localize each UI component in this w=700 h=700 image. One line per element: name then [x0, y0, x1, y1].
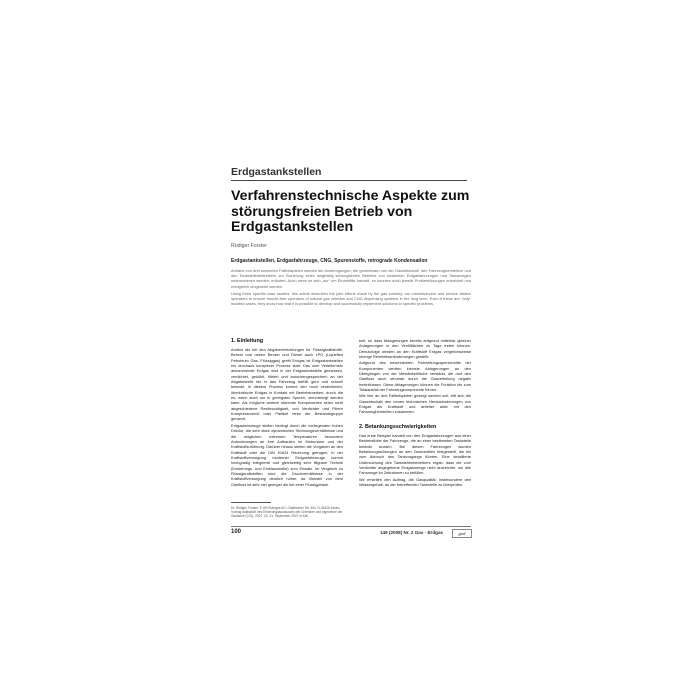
footnote: Dr. Rüdiger Forster, E.ON Ruhrgas AG, Gladbecker Str. 404, D-45326 Essen. Vortrag anlässlich des Erfahrungsaustauschs der Chemiker und Ingenieure der Gasfache (CIG), 2007, 20.-21. September 2007 in Kiel.	[231, 506, 343, 519]
article-title: Verfahrenstechnische Aspekte zum störungsfreien Betrieb von Erdgastankstellen	[231, 188, 470, 236]
body-paragraph: keit, so dass Ablagerungen bereits aufgrund mittelbar gleicher Anlagerungen in den Ventilflächen zu Tage treten können. Demzufolge werden an den Kraftstoff Erdgas vergleichsweise strenge Reinheitsanforderungen gestellt:	[359, 338, 471, 360]
journal-logo: gwf	[452, 529, 472, 538]
footer-rule	[231, 526, 471, 527]
paragraph-gap	[359, 416, 471, 424]
section-label: Erdgastankstellen	[231, 166, 322, 178]
footnote-rule	[231, 502, 271, 503]
right-column	[359, 338, 471, 488]
body-paragraph: Aufgrund des beschränkten Rohrleitungsquerschnitts der Komponenten werden kleinste Ablagerungen an den Übergängen von der Metalloberfläche verstärkt, die dort den Gasfluss auch stromab durch die Gasverteilung negativ beeinflussen. Diese Ablagerungen können die Funktion bis zum Totalausfall der Fahrzeugkomponente führen.	[359, 360, 471, 393]
section-rule	[231, 180, 467, 181]
author-name: Rüdiger Forster	[231, 243, 268, 249]
section-heading-introduction: 1. Einleitung	[231, 338, 264, 344]
abstract-german: Anhand von drei konkreten Fallbeispielen werden die Anstrengungen, die gemeinsam von der Gaswirtschaft, den Fahrzeugherstellern und den Tankstellenbetreibern zur Sicherung eines langfristig störungsfreien Betriebs von bivalenten Erdgasfahrzeugen und Tankanlagen unternommen werden, erläutert. Auch wenn es sich „nur“ um Einzelfälle handelt, so konnten doch jeweils Problemlösungen entwickelt und erfolgreich umgesetzt werden.	[231, 268, 471, 289]
page-number: 100	[231, 529, 242, 535]
keywords-line: Erdgastankstellen, Erdgasfahrzeuge, CNG, Spurenstoffe, retrograde Kondensation	[231, 258, 428, 264]
left-column	[231, 338, 343, 488]
body-paragraph: Das erste Beispiel handelt von den Erdgasfahrzeugen aus einer Betriebsflotte der Fahrzeuge, die an einer bestimmten Tankstelle betankt wurden. Bei diesen Fahrzeugen wurden Betankungsstörungen an den Tankventilen festgestellt, die bis zum Abbruch des Tankvorgangs führten. Eine detaillierte Untersuchung des Tankstellenbetreibers ergab, dass die vom Verdichter abgegebene Erdgasmenge nicht ausreichte, um alle Fahrzeuge im Zeitrahmen zu befüllen.	[359, 432, 471, 476]
body-paragraph: Anders als bei den Abgabeeinrichtungen für Flüssigkraftstoffe, Benzin und neben Benzin und Diesel auch LPG (Liquefied Petroleum Gas, Flüssiggas) greift Erdgas ist Erdgastankstellen ein durchaus komplexer Prozess statt: Das vom Verteilernetz ankommende Erdgas wird in der Erdgastankstelle gemessen, verdichtet, gekühlt, filtriert und zwischengespeichert; an der Abgabestelle bis in das Fahrzeug befüllt gern und schnell betankt. In diesem Prozess kommt den hoch verdichteten, überkritische Erdgas in Kontakt mit Betriebsmedien, durch die es, wenn auch nur in geringsten Spuren, verunreinigt werden kann. Als mögliche weitere störende Komponenten seien nicht abgeschiedene Restfeuchtigkeit, von Verdichter und Filtern Kompressorenöl oder Partikel beim der Bestandsgruppe genannt.	[231, 347, 343, 422]
section-heading-refueling: 2. Betankungsschwierigkeiten	[359, 423, 437, 430]
body-paragraph: Wie hier an drei Fallbeispielen gezeigt werden soll, tritt sich die Gaswirtschaft den neuen technischen Herausforderungen von Erdgas als Kraftstoff und arbeitet aktiv mit den Fahrzeugherstellern zusammen.	[359, 393, 471, 415]
journal-citation: 149 (2008) Nr. 2 Gas · Erdgas	[380, 530, 444, 535]
body-paragraph: Erdgasfahrzeuge stellen bedingt durch die vorliegenden hohen Drücke, die sehr stark dynamischen Strömungsverhältnisse und die möglichen extremen Temperaturen besondere Anforderungen an ihre Aufbauten im Motorraum und der Kraftstoffzuführung. Darüber hinaus stellen die Vorgaben an den Kraftstoff oder die DIN 51624 Rechnung getragen. In der Kraftstoffversorgung moderner Erdgasfahrzeuge kommt hochgradig integrierte und gleichzeitig sehr filigrane Technik (Dosierungs- und Einblasventile) zum Einsatz. Im Vergleich zu Flüssigkraftstoffen sind die Druckverhältnisse in der Kraftstoffversorgung deutlich höher, da Vielzahl von dem Gasfluss ist sehr viel geringer als bei einer Flüssigphase.	[231, 422, 343, 487]
body-paragraph: Wir erhielten den Auftrag, die Gasqualität, insbesondere den Wassergehalt, an der betreffenden Tankstelle zu überprüfen.	[359, 476, 471, 487]
abstract-english: Using three specific case studies, this article describes the joint efforts made by the gas industry, car manufacturers and service station operators to ensure trouble-free operation of natural gas vehicles and CNG dispensing systems in the long term. Even if these are "only" isolated cases, they show how that it is possible to develop and successfully implement solutions to specific problems.	[231, 291, 471, 307]
